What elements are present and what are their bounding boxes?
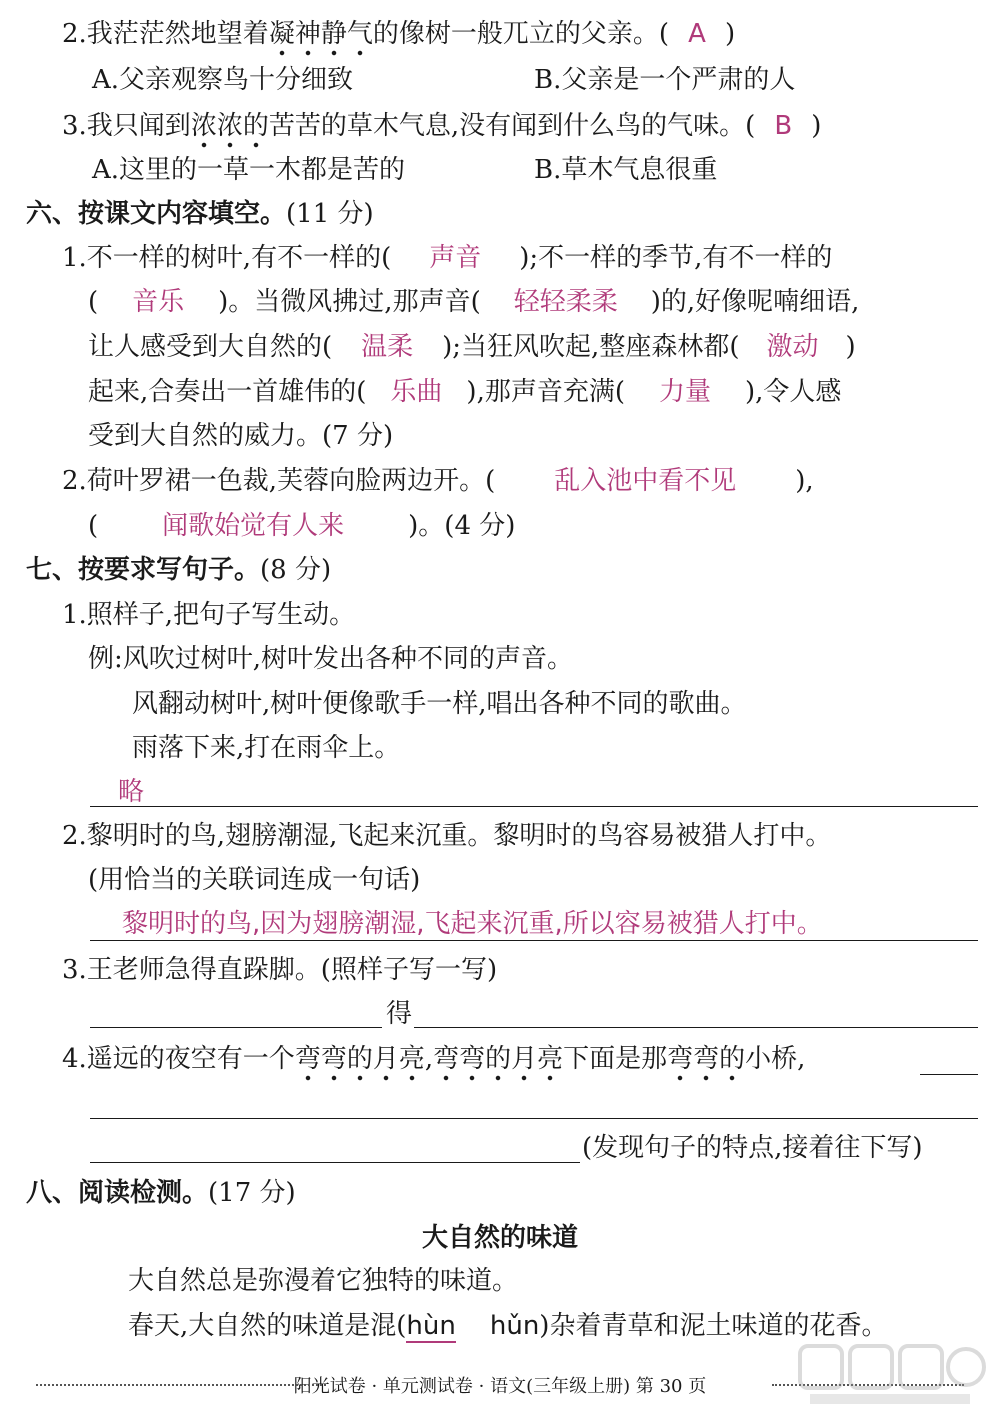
answer-line[interactable]	[414, 1027, 978, 1028]
q5-item3-stem	[62, 108, 821, 144]
q7-item1-title: 1.照样子,把句子写生动。	[62, 600, 356, 630]
points-label: (17 分)	[208, 1178, 296, 1208]
points-label: (8 分)	[260, 555, 332, 585]
q5-item2-stem	[62, 16, 735, 52]
stem-text: 的像树一般兀立的父亲。(	[372, 19, 669, 49]
q6-item1-line3	[88, 329, 856, 365]
fill-blank-answer[interactable]: 闻歌始觉有人来	[162, 511, 345, 541]
pinyin-option[interactable]: hǔn	[489, 1311, 540, 1341]
q6-item1-line1	[62, 240, 832, 276]
fill-blank-answer[interactable]: 轻轻柔柔	[513, 287, 618, 317]
answer-choice[interactable]: A	[688, 19, 706, 49]
stem-text: 4.遥远的夜空有一个	[62, 1044, 295, 1074]
q7-example-rewrite: 风翻动树叶,树叶便像歌手一样,唱出各种不同的歌曲。	[132, 689, 747, 719]
stem-text: )	[845, 332, 856, 362]
stem-text: 起来,合奏出一首雄伟的(	[88, 377, 367, 407]
q6-item1-line2	[88, 284, 859, 320]
section-heading-7	[26, 552, 331, 588]
answer-line[interactable]	[920, 1074, 978, 1075]
stem-text: 让人感受到大自然的(	[88, 332, 333, 362]
emphasized-phrase: 弯弯的月亮	[433, 1044, 563, 1082]
paren-close: )	[724, 19, 736, 49]
option-a: A.这里的一草一木都是苦的	[92, 155, 406, 185]
stem-text: 下面是那	[563, 1044, 668, 1074]
stem-text: )。(4 分)	[408, 511, 516, 541]
stem-text: (	[88, 287, 99, 317]
q7-example-sentence: 例:风吹过树叶,树叶发出各种不同的声音。	[88, 644, 574, 674]
footer-dots-left	[36, 1384, 326, 1386]
q6-item2-line1	[62, 463, 814, 499]
heading-text: 七、按要求写句子。	[26, 555, 261, 585]
fill-blank-answer[interactable]: 声音	[429, 243, 482, 273]
answer-line[interactable]	[90, 1118, 978, 1119]
reading-paragraph-2	[128, 1308, 887, 1344]
footer-text: 阳光试卷 · 单元测试卷 · 语文(三年级上册) 第 30 页	[293, 1376, 707, 1397]
stem-text: ),那声音充满(	[466, 377, 625, 407]
option-b: B.草木气息很重	[534, 155, 718, 185]
stem-text: );不一样的季节,有不一样的	[519, 243, 833, 273]
emphasized-phrase: 凝神静气	[269, 19, 373, 57]
stem-text: )的,好像呢喃细语,	[650, 287, 860, 317]
q7-task-sentence: 雨落下来,打在雨伞上。	[132, 733, 401, 763]
points-label: (11 分)	[286, 199, 374, 229]
fill-blank-answer[interactable]: 乐曲	[390, 377, 443, 407]
stem-text: 2.我茫茫然地望着	[62, 19, 269, 49]
q7-item3-stem: 3.王老师急得直跺脚。(照样子写一写)	[62, 955, 498, 985]
fill-blank-answer[interactable]: 激动	[766, 332, 819, 362]
watermark-logo-icon	[790, 1340, 990, 1410]
q6-item1-line5: 受到大自然的威力。(7 分)	[88, 421, 394, 451]
q7-item2-stem: 2.黎明时的鸟,翅膀潮湿,飞起来沉重。黎明时的鸟容易被猎人打中。	[62, 821, 832, 851]
fill-blank-answer[interactable]: 乱入池中看不见	[554, 466, 737, 496]
stem-text: )杂着青草和泥土味道的花香。	[539, 1311, 888, 1341]
q7-item1-answer[interactable]: 略	[118, 777, 145, 807]
answer-choice[interactable]: B	[774, 111, 793, 141]
stem-text: )。当微风拂过,那声音(	[218, 287, 481, 317]
q7-item4-hint: (发现句子的特点,接着往下写)	[582, 1133, 923, 1163]
stem-text: 苦苦的草木气息,没有闻到什么鸟的气味。(	[268, 111, 756, 141]
q6-item1-line4	[88, 374, 841, 410]
option-b: B.父亲是一个严肃的人	[534, 65, 796, 95]
answer-line[interactable]	[90, 1027, 382, 1028]
q6-item2-line2	[88, 508, 515, 544]
fill-blank-answer[interactable]: 音乐	[132, 287, 185, 317]
stem-text: (	[88, 511, 99, 541]
answer-line[interactable]	[90, 1162, 580, 1163]
section-heading-6	[26, 196, 374, 232]
emphasized-phrase: 浓浓的	[191, 111, 269, 149]
q7-item4-stem	[62, 1041, 805, 1077]
fill-blank-answer[interactable]: 力量	[658, 377, 711, 407]
paren-close: )	[811, 111, 822, 141]
heading-text: 八、阅读检测。	[26, 1178, 209, 1208]
stem-text: 1.不一样的树叶,有不一样的(	[62, 243, 392, 273]
heading-text: 六、按课文内容填空。	[26, 199, 287, 229]
stem-text: 3.我只闻到	[62, 111, 191, 141]
emphasized-phrase: 弯弯的	[667, 1044, 745, 1082]
option-a: A.父亲观察鸟十分细致	[92, 65, 354, 95]
reading-title: 大自然的味道	[421, 1223, 578, 1253]
emphasized-phrase: 弯弯的月亮	[295, 1044, 425, 1082]
fill-blank-answer[interactable]: 温柔	[361, 332, 414, 362]
section-heading-8	[26, 1175, 296, 1211]
answer-line	[90, 806, 978, 807]
pinyin-option[interactable]: hùn	[406, 1311, 456, 1341]
stem-text: ),	[795, 466, 814, 496]
stem-text: 春天,大自然的味道是混(	[128, 1311, 407, 1341]
q7-item2-instruction: (用恰当的关联词连成一句话)	[88, 865, 421, 895]
q7-item2-answer[interactable]: 黎明时的鸟,因为翅膀潮湿,飞起来沉重,所以容易被猎人打中。	[122, 909, 823, 939]
stem-text: 2.荷叶罗裙一色裁,芙蓉向脸两边开。(	[62, 466, 496, 496]
q7-item3-de: 得	[386, 999, 413, 1029]
stem-text: 小桥,	[745, 1044, 806, 1074]
answer-line	[90, 940, 978, 941]
reading-paragraph-1: 大自然总是弥漫着它独特的味道。	[128, 1266, 519, 1296]
stem-text: ,	[424, 1044, 434, 1074]
stem-text: );当狂风吹起,整座森林都(	[442, 332, 740, 362]
stem-text: ),令人感	[744, 377, 842, 407]
